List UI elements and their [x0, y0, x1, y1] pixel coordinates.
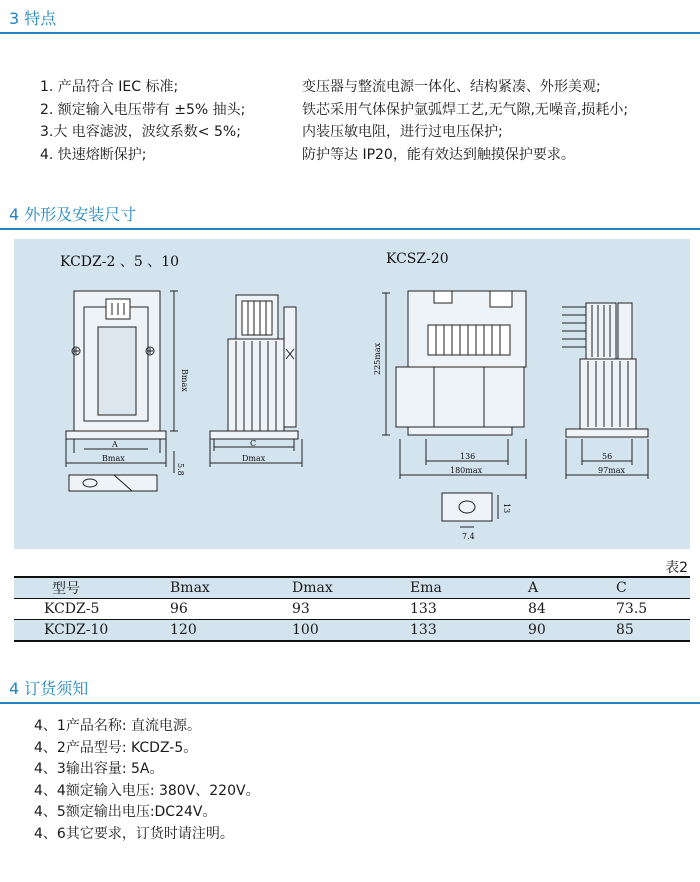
dim-label-56: 56 — [602, 452, 613, 461]
table-row — [14, 620, 690, 642]
table-header-cell: Dmax — [282, 577, 400, 599]
features-section-title: 3 特点 — [9, 9, 57, 28]
table-cell: 100 — [282, 620, 400, 642]
dim-label-136: 136 — [460, 452, 476, 461]
table-header-cell: C — [606, 577, 690, 599]
table-cell: 96 — [160, 599, 282, 620]
table-cell: 90 — [518, 620, 606, 642]
dim-label-bmax-side: Bmax — [180, 369, 189, 392]
kcsz-caption: KCSZ-20 — [386, 251, 449, 267]
table-number: 表2 — [665, 560, 688, 576]
order-item: 4、5额定输出电压:DC24V。 — [34, 804, 217, 820]
table-cell: 120 — [160, 620, 282, 642]
features-section-rule — [0, 32, 700, 34]
table-cell: KCDZ-5 — [14, 599, 160, 620]
feature-item: 铁芯采用气体保护氩弧焊工艺,无气隙,无噪音,损耗小; — [302, 101, 629, 118]
dims-section-rule — [0, 228, 700, 230]
feature-item: 2. 额定输入电压带有 ±5% 抽头; — [40, 101, 246, 118]
dim-label-dmax: Dmax — [242, 454, 266, 463]
feature-item: 4. 快速熔断保护; — [40, 146, 147, 163]
order-item: 4、6其它要求，订货时请注明。 — [34, 825, 234, 842]
table-header-cell: Ema — [400, 577, 518, 599]
kcsz-front-view — [382, 291, 526, 527]
dim-label-180max: 180max — [450, 466, 483, 475]
table-cell: 85 — [606, 620, 690, 642]
feature-item: 3.大 电容滤波，波纹系数< 5%; — [40, 124, 241, 140]
feature-item: 1. 产品符合 IEC 标准; — [40, 79, 179, 95]
table-cell: 133 — [400, 599, 518, 620]
table-header-cell: 型号 — [14, 577, 160, 599]
features-section-header — [0, 0, 700, 34]
table-header-cell: Bmax — [160, 577, 282, 599]
dim-label-a: A — [112, 440, 118, 449]
order-section-title: 4 订货须知 — [9, 679, 89, 698]
features-left-column — [40, 76, 245, 166]
dim-label-97max: 97max — [598, 466, 626, 475]
table-header-row — [14, 577, 690, 599]
dim-label-74: 7.4 — [462, 532, 475, 541]
table-cell: 133 — [400, 620, 518, 642]
table-header-cell: A — [518, 577, 606, 599]
dims-section-title: 4 外形及安装尺寸 — [9, 205, 137, 224]
kcdz-caption: KCDZ-2 、5 、10 — [60, 254, 180, 270]
order-item: 4、3输出容量: 5A。 — [34, 761, 164, 777]
spec-table — [14, 576, 690, 642]
dimension-drawing-panel — [14, 239, 690, 549]
features-right-column — [302, 76, 628, 166]
table-cell: KCDZ-10 — [14, 620, 160, 642]
dimension-drawing — [14, 239, 690, 549]
order-item: 4、4额定输入电压: 380V、220V。 — [34, 782, 260, 799]
dim-label-c: C — [250, 439, 257, 448]
dim-label-13: 13 — [502, 503, 511, 514]
dim-label-225max: 225max — [373, 342, 382, 375]
order-section-header — [0, 670, 700, 704]
table-cell: 93 — [282, 599, 400, 620]
table-cell: 84 — [518, 599, 606, 620]
dims-section-header — [0, 196, 700, 230]
order-item: 4、2产品型号: KCDZ-5。 — [34, 739, 198, 756]
order-list — [34, 716, 260, 845]
table-row — [14, 599, 690, 620]
feature-item: 变压器与整流电源一体化、结构紧凑、外形美观; — [302, 79, 601, 95]
dim-label-bmax: Bmax — [102, 454, 125, 463]
table-cell: 73.5 — [606, 599, 690, 620]
feature-item: 内装压敏电阻，进行过电压保护; — [302, 124, 503, 140]
feature-item: 防护等达 IP20，能有效达到触摸保护要求。 — [302, 146, 575, 163]
dim-label-h58: 5.8 — [176, 463, 185, 476]
order-section-rule — [0, 702, 700, 704]
order-item: 4、1产品名称: 直流电源。 — [34, 718, 201, 734]
